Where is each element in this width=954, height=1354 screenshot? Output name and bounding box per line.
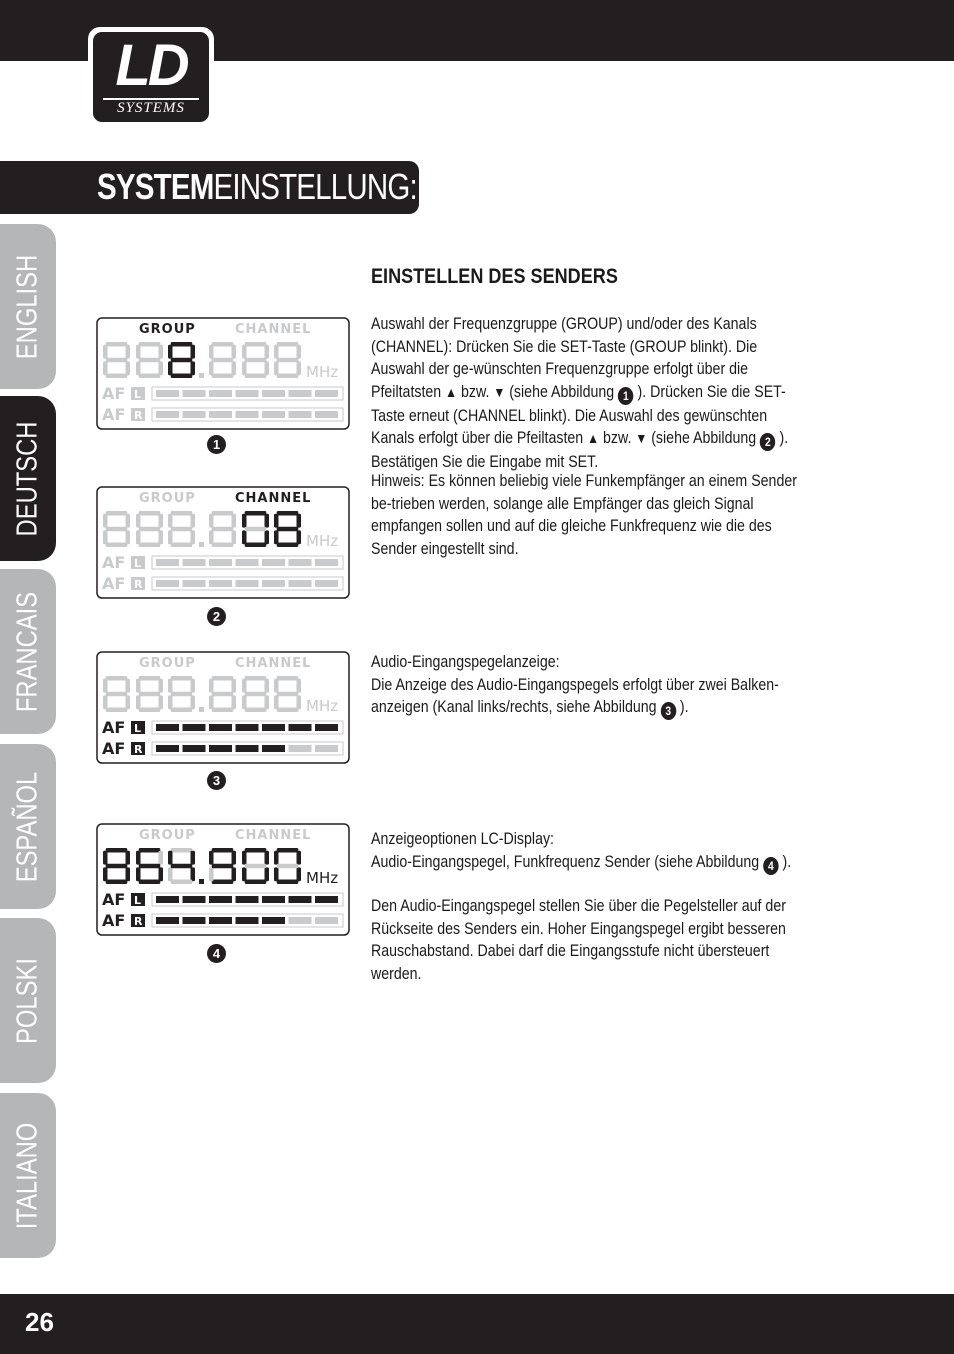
lcd-channel-label: CHANNEL (235, 656, 312, 671)
lcd-segment (139, 342, 161, 347)
lcd-segment (103, 695, 108, 709)
lcd-meter-segment (315, 896, 338, 903)
lcd-segment (106, 708, 128, 713)
lcd-segment (274, 361, 279, 375)
lcd-meter-segment (236, 745, 259, 752)
lcd-meter-segment (183, 390, 206, 397)
lcd-segment (191, 695, 196, 709)
lcd-segment (139, 527, 161, 532)
paragraph-hint: Hinweis: Es können beliebig viele Funkempfänger an einem Sender be-trieben werden, solange alle Empfänger das gleich Signal empfangen sollen und auf die gleiche Funkfrequenz wie die des Sender eingestellt sind. (371, 472, 797, 558)
lcd-meter-segment (236, 896, 259, 903)
lcd-meter-segment (183, 917, 206, 924)
lcd-segment (232, 867, 237, 881)
paragraph-level-adjust: Den Audio-Eingangspegel stellen Sie über die Pegelsteller auf der Rückseite des Senders ein. Hoher Eingangspegel ergibt besseren Rauschabstand. Dabei darf die Eingangsstufe nicht übersteuert werden. (371, 897, 786, 983)
lcd-meter-segment (209, 745, 232, 752)
lcd-segment (126, 514, 131, 528)
lcd-meter-segment (315, 745, 338, 752)
lcd-segment (126, 695, 131, 709)
lcd-segment (103, 867, 108, 881)
lcd-segment (136, 345, 141, 359)
lcd-segment (277, 676, 299, 681)
lcd-meter-segment (262, 559, 285, 566)
lcd-segment (136, 851, 141, 865)
lcd-segment (103, 361, 108, 375)
lcd-segment (159, 695, 164, 709)
lcd-segment (139, 848, 161, 853)
lcd-group-label: GROUP (139, 656, 196, 671)
lcd-af-label: AF (102, 405, 126, 424)
inline-badge-3: 3 (661, 702, 676, 720)
lcd-meter-segment (209, 390, 232, 397)
lcd-segment (106, 676, 128, 681)
lcd-segment (171, 358, 193, 363)
tab-francais[interactable]: FRANCAIS (0, 569, 56, 734)
lcd-meter-segment (156, 390, 179, 397)
lcd-segment (245, 708, 267, 713)
lcd-segment (159, 530, 164, 544)
lcd-segment (136, 867, 141, 881)
page-number: 26 (25, 1307, 54, 1337)
lcd-segment (265, 530, 270, 544)
lcd-segment (245, 864, 267, 869)
lcd-segment (139, 880, 161, 885)
lcd-segment (277, 358, 299, 363)
lcd-segment (171, 692, 193, 697)
lcd-segment (245, 676, 267, 681)
lcd-meter-segment (236, 411, 259, 418)
lcd-unit-label: MHz (306, 363, 339, 381)
lcd-segment (191, 345, 196, 359)
lcd-segment (297, 851, 302, 865)
tab-polski[interactable]: POLSKI (0, 918, 56, 1083)
lcd-segment (297, 514, 302, 528)
lcd-meter-segment (156, 917, 179, 924)
lcd-meter-segment (289, 724, 312, 731)
section-heading: EINSTELLEN DES SENDERS (371, 265, 618, 288)
lcd-right-label: R (134, 915, 143, 928)
lcd-meter-segment (289, 917, 312, 924)
lcd-meter-segment (156, 724, 179, 731)
lcd-segment (242, 867, 247, 881)
lcd-segment (274, 530, 279, 544)
lcd-segment (103, 345, 108, 359)
lcd-meter-segment (289, 580, 312, 587)
lcd-meter-segment (262, 580, 285, 587)
lcd-meter-segment (262, 390, 285, 397)
lcd-meter-segment (183, 411, 206, 418)
lcd-segment (136, 514, 141, 528)
lcd-af-label: AF (102, 574, 126, 593)
lcd-meter-segment (236, 724, 259, 731)
lcd-segment (212, 864, 234, 869)
lcd-meter-segment (156, 411, 179, 418)
lcd-segment (103, 514, 108, 528)
lcd-segment (232, 361, 237, 375)
lcd-segment (139, 511, 161, 516)
lcd-segment (168, 679, 173, 693)
lcd-segment (242, 851, 247, 865)
lcd-segment (171, 511, 193, 516)
lcd-segment (212, 880, 234, 885)
lcd-meter-segment (289, 559, 312, 566)
figure-badge-2: 2 (207, 607, 226, 626)
lcd-meter-segment (236, 917, 259, 924)
lcd-segment (191, 679, 196, 693)
lcd-af-label: AF (102, 911, 126, 930)
lcd-segment (171, 374, 193, 379)
lcd-meter-segment (262, 917, 285, 924)
arrow-up-icon: ▲ (445, 383, 458, 400)
lcd-segment (232, 851, 237, 865)
arrow-down-icon: ▼ (635, 430, 648, 446)
lcd-segment (245, 848, 267, 853)
lcd-segment (277, 342, 299, 347)
lcd-right-label: R (134, 743, 143, 756)
lcd-segment (232, 679, 237, 693)
lcd-segment (274, 695, 279, 709)
lcd-segment (171, 527, 193, 532)
lcd-meter-segment (209, 559, 232, 566)
lcd-decimal-point (199, 542, 204, 547)
lcd-group-label: GROUP (139, 828, 196, 843)
lcd-segment (232, 695, 237, 709)
lcd-channel-label: CHANNEL (235, 491, 312, 506)
lcd-segment (106, 864, 128, 869)
lcd-segment (136, 695, 141, 709)
lcd-segment (277, 880, 299, 885)
lcd-decimal-point (199, 879, 204, 884)
lcd-meter-segment (289, 411, 312, 418)
lcd-segment (171, 848, 193, 853)
tab-english[interactable]: ENGLISH (0, 224, 56, 389)
logo-sub-text: SYSTEMS (117, 100, 185, 116)
lcd-segment (277, 708, 299, 713)
lcd-meter-segment (209, 411, 232, 418)
lcd-segment (209, 867, 214, 881)
lcd-segment (106, 358, 128, 363)
lcd-segment (126, 530, 131, 544)
lcd-right-label: R (134, 409, 143, 422)
lcd-segment (297, 695, 302, 709)
tab-italiano[interactable]: ITALIANO (0, 1093, 56, 1258)
lcd-segment (212, 342, 234, 347)
lcd-segment (106, 543, 128, 548)
lcd-segment (106, 692, 128, 697)
lcd-segment (245, 511, 267, 516)
lcd-segment (209, 345, 214, 359)
lcd-segment (106, 880, 128, 885)
lcd-segment (277, 527, 299, 532)
lcd-segment (277, 374, 299, 379)
lcd-segment (265, 695, 270, 709)
lcd-af-label: AF (102, 384, 126, 403)
lcd-segment (277, 543, 299, 548)
lcd-segment (242, 530, 247, 544)
lcd-segment (212, 692, 234, 697)
lcd-segment (265, 679, 270, 693)
lcd-segment (245, 358, 267, 363)
lcd-segment (265, 345, 270, 359)
lcd-segment (171, 864, 193, 869)
lcd-segment (242, 345, 247, 359)
lcd-meter-segment (315, 724, 338, 731)
lcd-segment (139, 864, 161, 869)
lcd-decimal-point (199, 373, 204, 378)
lcd-segment (168, 530, 173, 544)
lcd-meter-segment (262, 896, 285, 903)
lcd-meter-segment (209, 917, 232, 924)
lcd-segment (171, 880, 193, 885)
lcd-meter-segment (183, 896, 206, 903)
lcd-segment (245, 692, 267, 697)
lcd-segment (168, 867, 173, 881)
lcd-segment (212, 527, 234, 532)
lcd-segment (159, 514, 164, 528)
lcd-left-label: L (134, 722, 142, 735)
lcd-segment (245, 342, 267, 347)
lcd-unit-label: MHz (306, 532, 339, 550)
lcd-segment (212, 848, 234, 853)
lcd-segment (245, 527, 267, 532)
arrow-up-icon: ▲ (587, 430, 600, 446)
lcd-segment (297, 530, 302, 544)
lcd-meter-segment (315, 390, 338, 397)
logo-main-text: LD (115, 33, 187, 98)
lcd-segment (242, 361, 247, 375)
lcd-group-label: GROUP (139, 322, 196, 337)
lcd-segment (139, 676, 161, 681)
lcd-meter-segment (289, 745, 312, 752)
lcd-unit-label: MHz (306, 869, 339, 887)
lcd-segment (297, 679, 302, 693)
lcd-meter-segment (183, 745, 206, 752)
lcd-segment (242, 514, 247, 528)
lcd-segment (106, 848, 128, 853)
lcd-segment (126, 867, 131, 881)
lcd-segment (139, 374, 161, 379)
lcd-segment (212, 358, 234, 363)
inline-badge-2: 2 (760, 433, 775, 451)
lcd-segment (168, 851, 173, 865)
lcd-meter-segment (209, 580, 232, 587)
lcd-segment (126, 345, 131, 359)
inline-badge-4: 4 (763, 857, 778, 875)
lcd-segment (274, 345, 279, 359)
lcd-figure-3 (96, 651, 350, 764)
lcd-meter-segment (156, 580, 179, 587)
lcd-segment (159, 679, 164, 693)
lcd-right-label: R (134, 578, 143, 591)
lcd-segment (168, 695, 173, 709)
lcd-segment (212, 511, 234, 516)
lcd-segment (274, 851, 279, 865)
lcd-meter-segment (315, 559, 338, 566)
lcd-segment (209, 361, 214, 375)
lcd-segment (212, 374, 234, 379)
lcd-group-label: GROUP (139, 491, 196, 506)
lcd-segment (103, 679, 108, 693)
lcd-segment (232, 530, 237, 544)
lcd-segment (245, 543, 267, 548)
lcd-figure-4 (96, 823, 350, 936)
lcd-segment (212, 708, 234, 713)
lcd-segment (136, 530, 141, 544)
page-title: SYSTEMEINSTELLUNG: (97, 166, 417, 207)
lcd-segment (277, 692, 299, 697)
lcd-segment (245, 880, 267, 885)
lcd-unit-label: MHz (306, 697, 339, 715)
lcd-segment (265, 514, 270, 528)
lcd-left-label: L (134, 894, 142, 907)
lcd-meter-segment (156, 559, 179, 566)
lcd-segment (139, 708, 161, 713)
lcd-segment (159, 361, 164, 375)
paragraph-selection: Auswahl der Frequenzgruppe (GROUP) und/oder des Kanals (CHANNEL): Drücken Sie die SET-Taste (GROUP blinkt). Die Auswahl der ge-wünschten Frequenzgruppe erfolgt über die Pfeiltatsten ▲ bzw. ▼ (siehe Abbildung 1 ). Drücken Sie die SET-Taste erneut (CHANNEL blinkt). Die Auswahl des gewünschten Kanals erfolgt über die Pfeiltasten ▲ bzw. ▼ (siehe Abbildung 2 ). Bestätigen Sie die Eingabe mit SET. (371, 315, 789, 471)
lcd-segment (242, 695, 247, 709)
lcd-left-label: L (134, 388, 142, 401)
lcd-figure-1 (96, 317, 350, 430)
bottom-bar (0, 1294, 954, 1354)
lcd-segment (274, 867, 279, 881)
figure-badge-3: 3 (207, 771, 226, 790)
lcd-segment (212, 543, 234, 548)
lcd-segment (274, 679, 279, 693)
lcd-left-label: L (134, 557, 142, 570)
lcd-segment (212, 676, 234, 681)
lcd-segment (191, 514, 196, 528)
tab-deutsch[interactable]: DEUTSCH (0, 396, 56, 561)
lcd-meter-segment (315, 580, 338, 587)
lcd-segment (139, 543, 161, 548)
lcd-segment (191, 530, 196, 544)
lcd-segment (106, 527, 128, 532)
paragraph-display-options: Anzeigeoptionen LC-Display: Audio-Eingangspegel, Funkfrequenz Sender (siehe Abbildung 4 ). (371, 830, 792, 873)
lcd-segment (168, 345, 173, 359)
lcd-meter-segment (236, 580, 259, 587)
lcd-decimal-point (199, 707, 204, 712)
lcd-meter-segment (315, 917, 338, 924)
lcd-af-label: AF (102, 553, 126, 572)
lcd-segment (136, 361, 141, 375)
lcd-segment (191, 361, 196, 375)
lcd-meter-segment (289, 896, 312, 903)
lcd-segment (191, 867, 196, 881)
lcd-segment (126, 361, 131, 375)
lcd-segment (209, 851, 214, 865)
figure-badge-4: 4 (207, 944, 226, 963)
lcd-meter-segment (262, 724, 285, 731)
lcd-figure-2 (96, 486, 350, 599)
lcd-meter-segment (315, 411, 338, 418)
lcd-meter-segment (236, 559, 259, 566)
inline-badge-1: 1 (618, 387, 633, 405)
lcd-segment (265, 867, 270, 881)
lcd-segment (168, 361, 173, 375)
lcd-segment (159, 345, 164, 359)
lcd-meter-segment (209, 896, 232, 903)
lcd-segment (232, 514, 237, 528)
lcd-segment (274, 514, 279, 528)
tab-espanol[interactable]: ESPAÑOL (0, 744, 56, 909)
lcd-segment (209, 514, 214, 528)
lcd-meter-segment (156, 745, 179, 752)
lcd-segment (209, 695, 214, 709)
lcd-segment (232, 345, 237, 359)
lcd-segment (171, 342, 193, 347)
lcd-segment (297, 345, 302, 359)
lcd-segment (171, 708, 193, 713)
lcd-segment (209, 679, 214, 693)
lcd-meter-segment (183, 559, 206, 566)
lcd-segment (265, 851, 270, 865)
lcd-af-label: AF (102, 718, 126, 737)
lcd-segment (277, 848, 299, 853)
lcd-segment (139, 692, 161, 697)
lcd-segment (136, 679, 141, 693)
lcd-segment (159, 867, 164, 881)
lcd-af-label: AF (102, 890, 126, 909)
lcd-segment (171, 543, 193, 548)
lcd-channel-label: CHANNEL (235, 322, 312, 337)
lcd-segment (103, 851, 108, 865)
lcd-meter-segment (262, 745, 285, 752)
lcd-meter-segment (236, 390, 259, 397)
lcd-segment (168, 514, 173, 528)
lcd-segment (106, 511, 128, 516)
lcd-segment (106, 342, 128, 347)
lcd-meter-segment (183, 580, 206, 587)
lcd-segment (191, 851, 196, 865)
ld-systems-logo (88, 27, 214, 127)
lcd-meter-segment (289, 390, 312, 397)
lcd-segment (245, 374, 267, 379)
lcd-channel-label: CHANNEL (235, 828, 312, 843)
lcd-segment (277, 864, 299, 869)
lcd-segment (126, 679, 131, 693)
lcd-segment (297, 867, 302, 881)
lcd-segment (171, 676, 193, 681)
paragraph-audio-level: Audio-Eingangspegelanzeige: Die Anzeige des Audio-Eingangspegels erfolgt über zwei Balken-anzeigen (Kanal links/rechts, siehe Abbildung 3 ). (371, 653, 779, 718)
figure-badge-1: 1 (207, 435, 226, 454)
lcd-segment (159, 851, 164, 865)
lcd-meter-segment (262, 411, 285, 418)
lcd-segment (209, 530, 214, 544)
lcd-segment (277, 511, 299, 516)
lcd-meter-segment (209, 724, 232, 731)
lcd-meter-segment (156, 896, 179, 903)
lcd-segment (126, 851, 131, 865)
lcd-segment (139, 358, 161, 363)
lcd-meter-segment (183, 724, 206, 731)
lcd-segment (106, 374, 128, 379)
lcd-af-label: AF (102, 739, 126, 758)
lcd-segment (297, 361, 302, 375)
lcd-segment (242, 679, 247, 693)
lcd-segment (265, 361, 270, 375)
arrow-down-icon: ▼ (493, 383, 506, 400)
lcd-segment (103, 530, 108, 544)
